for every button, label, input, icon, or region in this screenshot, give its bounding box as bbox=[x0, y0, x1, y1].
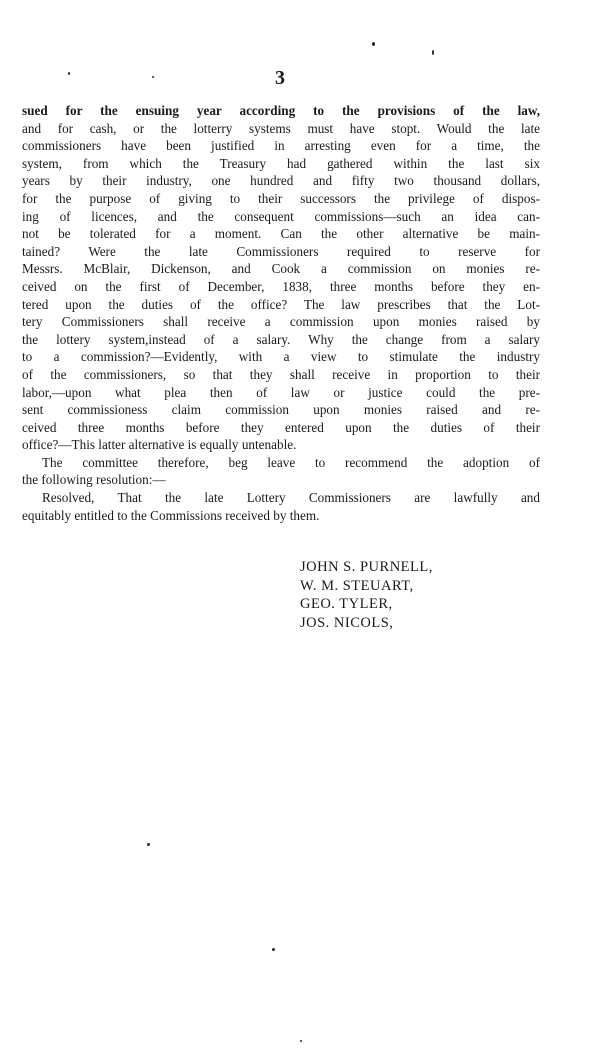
ink-speck bbox=[272, 948, 275, 951]
ink-speck bbox=[68, 72, 70, 75]
text-line: sent commissioness claim commission upon monies raised and re- bbox=[22, 402, 540, 418]
signature-name: JOS. NICOLS, bbox=[300, 614, 394, 631]
paragraph-recommendation bbox=[22, 454, 540, 489]
text-line: tained? Were the late Commissioners required to reserve for bbox=[22, 243, 540, 259]
text-line: for the purpose of giving to their successors the privilege of dispos- bbox=[22, 190, 540, 206]
text-line: Messrs. McBlair, Dickenson, and Cook a commission on monies re- bbox=[22, 261, 540, 277]
paragraph-resolution bbox=[22, 489, 540, 524]
signature-name: JOHN S. PURNELL, bbox=[300, 559, 433, 575]
ink-speck bbox=[152, 76, 154, 78]
text-line: ing of licences, and the consequent commissions—such an idea can- bbox=[22, 208, 540, 224]
signature-name: GEO. TYLER, bbox=[300, 596, 393, 612]
text-line: The committee therefore, beg leave to recommend the adoption of bbox=[42, 454, 540, 470]
body-text bbox=[22, 102, 540, 524]
text-line: and for cash, or the lotterry systems must have stopt. Would the late bbox=[22, 120, 540, 136]
text-line: not be tolerated for a moment. Can the other alternative be main- bbox=[22, 226, 540, 242]
ink-speck bbox=[432, 50, 434, 55]
signature-block bbox=[300, 558, 433, 632]
text-line: of the commissioners, so that they shall receive in proportion to their bbox=[22, 366, 540, 382]
text-line: ceived three months before they entered upon the duties of their bbox=[22, 419, 540, 435]
text-line: Resolved, That the late Lottery Commissioners are lawfully and bbox=[42, 490, 540, 506]
text-line: equitably entitled to the Commissions received by them. bbox=[22, 507, 320, 523]
paragraph-main bbox=[22, 102, 540, 454]
text-line: to a commission?—Evidently, with a view to stimulate the industry bbox=[22, 349, 540, 365]
text-line: tered upon the duties of the office? The law prescribes that the Lot- bbox=[22, 296, 540, 312]
ink-speck bbox=[372, 42, 375, 46]
text-line: years by their industry, one hundred and fifty two thousand dollars, bbox=[22, 173, 540, 189]
text-line: commissioners have been justified in arresting even for a time, the bbox=[22, 138, 540, 154]
text-line: the lottery system,instead of a salary. Why the change from a salary bbox=[22, 331, 540, 347]
text-line: tery Commissioners shall receive a commission upon monies raised by bbox=[22, 314, 540, 330]
text-line: labor,—upon what plea then of law or justice could the pre- bbox=[22, 384, 540, 400]
signature-name: W. M. STEUART, bbox=[300, 577, 414, 594]
text-line: system, from which the Treasury had gathered within the last six bbox=[22, 155, 540, 171]
text-line: ceived on the first of December, 1838, three months before they en- bbox=[22, 278, 540, 294]
text-line: the following resolution:— bbox=[22, 472, 166, 488]
text-line: office?—This latter alternative is equally untenable. bbox=[22, 437, 297, 453]
ink-speck bbox=[300, 1040, 302, 1042]
ink-speck bbox=[147, 843, 150, 846]
text-line: sued for the ensuing year according to the provisions of the law, bbox=[22, 103, 540, 118]
page-number: 3 bbox=[275, 67, 285, 89]
